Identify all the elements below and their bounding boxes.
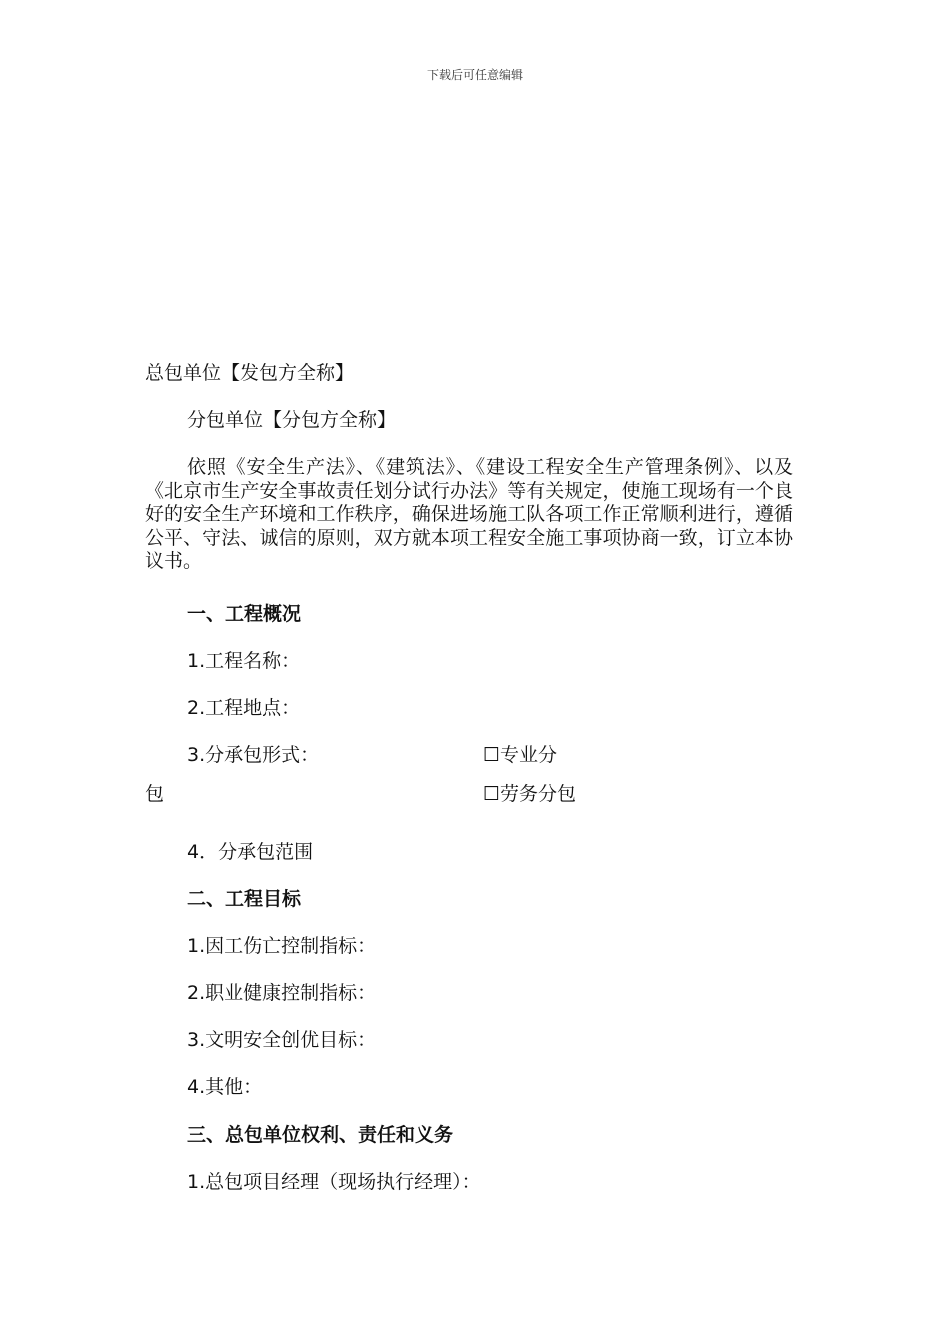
goal-item-3: 3.文明安全创优目标： — [187, 1029, 377, 1051]
contractor-line: 总包单位【发包方全称】 — [145, 362, 355, 384]
section3-title: 三、总包单位权利、责任和义务 — [187, 1124, 454, 1146]
project-name-field: 1.工程名称： — [187, 650, 301, 672]
section1-title: 一、工程概况 — [187, 603, 302, 625]
duty-item-1: 1.总包项目经理（现场执行经理）： — [187, 1171, 481, 1193]
page-header: 下载后可任意编辑 — [426, 68, 523, 82]
intro-paragraph: 依照《安全生产法》、《建筑法》、《建设工程安全生产管理条例》、以及《北京市生产安全事故责任划分试行办法》等有关规定，使施工现场有一个良好的安全生产环境和工作秩序，确保进场施工队各项工作正常顺利进行，遵循公平、守法、诚信的原则，双方就本项工程安全施工事项协商一致，订立本协议书。 — [145, 456, 793, 572]
project-location-field: 2.工程地点： — [187, 697, 301, 719]
goal-item-4: 4.其他： — [187, 1076, 263, 1098]
subcontract-form-wrap: 包 — [145, 783, 165, 805]
subcontract-scope-field: 4．分承包范围 — [187, 841, 314, 863]
subcontract-form-label: 3.分承包形式： — [187, 744, 320, 766]
option-labor-checkbox[interactable]: ☐劳务分包 — [483, 783, 577, 805]
subcontractor-line: 分包单位【分包方全称】 — [187, 409, 397, 431]
goal-item-1: 1.因工伤亡控制指标： — [187, 935, 377, 957]
goal-item-2: 2.职业健康控制指标： — [187, 982, 377, 1004]
option-professional-checkbox[interactable]: ☐专业分 — [483, 744, 558, 766]
section2-title: 二、工程目标 — [187, 888, 302, 910]
